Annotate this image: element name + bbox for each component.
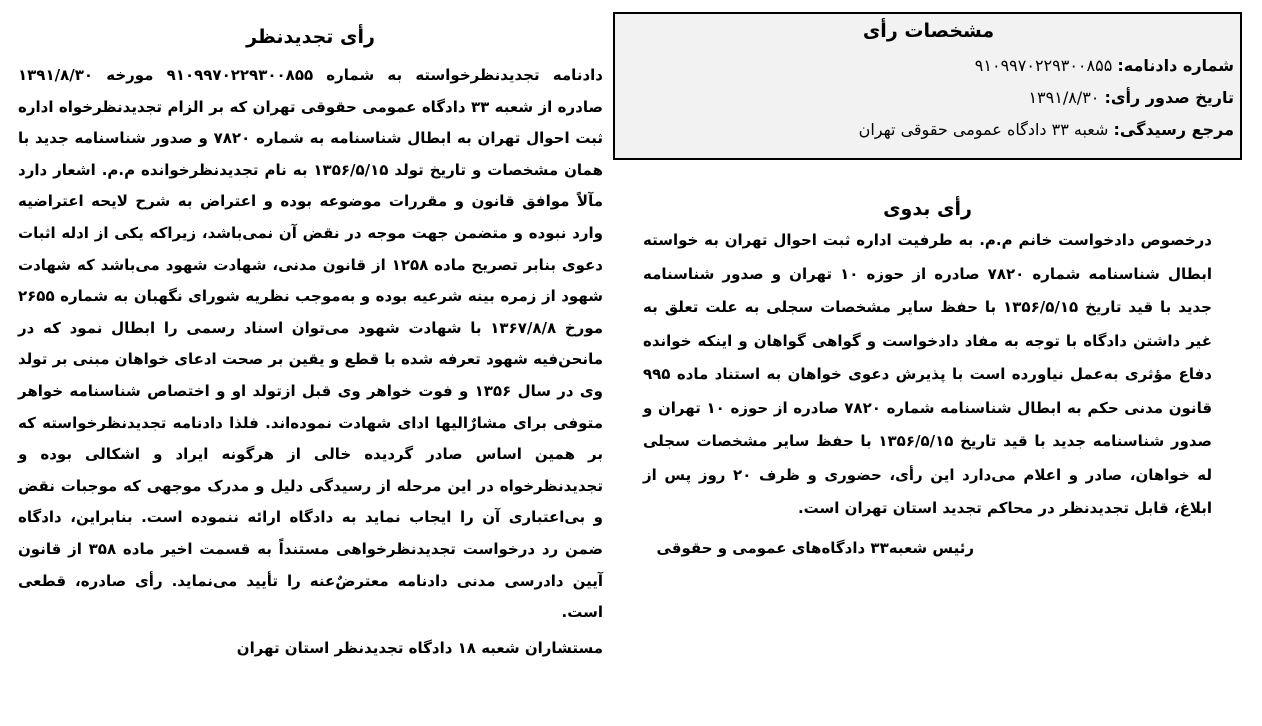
appeal-ruling-section: [18, 26, 603, 663]
authority-value: شعبه ۳۳ دادگاه عمومی حقوقی تهران: [858, 120, 1109, 139]
case-number-value: ۹۱۰۹۹۷۰۲۲۹۳۰۰۸۵۵: [974, 56, 1113, 75]
case-number-label: شماره دادنامه:: [1117, 56, 1234, 75]
appeal-ruling-title: رأی تجدیدنظر: [246, 26, 375, 48]
issue-date-value: ۱۳۹۱/۸/۳۰: [1028, 88, 1100, 107]
primary-ruling-body: درخصوص دادخواست خانم م.م. به طرفیت اداره ثبت احوال تهران به خواسته ابطال شناسنامه شماره ۷۸۲۰ صادره از حوزه ۱۰ تهران و صدور شناسنامه جدید با قید تاریخ ۱۳۵۶/۵/۱۵ با حفظ سایر مشخصات سجلی به علت تعلق به غیر داشتن دادگاه با توجه به مفاد دادخواست و گواهی گواهان و اینکه خوانده دفاع مؤثری به‌عمل نیاورده است با پذیرش دعوی خواهان به استناد ماده ۹۹۵ قانون مدنی حکم به ابطال شناسنامه شماره ۷۸۲۰ صادره از حوزه ۱۰ تهران و صدور شناسنامه جدید با قید تاریخ ۱۳۵۶/۵/۱۵ با حفظ سایر مشخصات سجلی له خواهان، صادر و اعلام می‌دارد این رأی، حضوری و ظرف ۲۰ روز پس از ابلاغ، قابل تجدیدنظر در محاکم تجدید استان تهران است.: [643, 231, 1213, 517]
authority-row: [623, 114, 1234, 146]
appeal-ruling-body: دادنامه تجدیدنظرخواسته به شماره ۹۱۰۹۹۷۰۲۲۹۳۰۰۸۵۵ مورخه ۱۳۹۱/۸/۳۰ صادره از شعبه ۳۳ دادگاه عمومی حقوقی تهران که بر الزام تجدیدنظرخواه اداره ثبت احوال تهران به ابطال شناسنامه به شماره ۷۸۲۰ و صدور شناسنامه جدید با همان مشخصات و تاریخ تولد ۱۳۵۶/۵/۱۵ به نام تجدیدنظرخوانده م.م. اشعار دارد مآلاً موافق قانون و مقررات موضوعه بوده و اعتراض به شرح لایحه اعتراضیه وارد نبوده و متضمن جهت موجه در نقض آن نمی‌باشد، زیراکه یکی از ادله اثبات دعوی بنابر تصریح ماده ۱۲۵۸ از قانون مدنی، شهادت شهود می‌باشد که شهادت شهود از زمره بینه شرعیه بوده و به‌موجب نظریه شورای نگهبان به شماره ۲۶۵۵ مورخ ۱۳۶۷/۸/۸ با شهادت شهود می‌توان اسناد رسمی را ابطال نمود که در مانحن‌فیه شهود تعرفه شده با قطع و یقین بر صحت ادعای خواهان مبنی بر تولد وی در سال ۱۳۵۶ و فوت خواهر وی قبل ازتولد او و اختصاص شناسنامه خواهر متوفی برای مشارٌالیها ادای شهادت نموده‌اند. فلذا دادنامه تجدیدنظرخواسته که بر همین اساس صادر گردیده خالی از هرگونه ایراد و اشکالی بوده و تجدیدنظرخواه در این مرحله از رسیدگی دلیل و مدرک موجهی که موجبات نقض و بی‌اعتباری آن را ایجاب نماید به دادگاه ارائه ننموده است. بنابراین، دادگاه ضمن رد درخواست تجدیدنظرخواهی مستنداً به قسمت اخیر ماده ۳۵۸ از قانون آیین دادرسی مدنی دادنامه معترضٌ‌عنه را تأیید می‌نماید. رأی صادره، قطعی است.: [18, 66, 604, 622]
primary-ruling-signature: رئیس شعبه۳۳ دادگاه‌های عمومی و حقوقی: [656, 538, 974, 557]
authority-label: مرجع رسیدگی:: [1113, 120, 1234, 139]
issue-date-label: تاریخ صدور رأی:: [1104, 88, 1234, 107]
appeal-ruling-signature: مستشاران شعبه ۱۸ دادگاه تجدیدنظر استان تهران: [236, 638, 603, 657]
primary-ruling-section: [643, 198, 1212, 562]
ruling-details-box: [613, 12, 1242, 160]
issue-date-row: [623, 82, 1234, 114]
ruling-details-title: مشخصات رأی: [862, 20, 995, 42]
primary-ruling-title: رأی بدوی: [883, 198, 972, 220]
case-number-row: [623, 50, 1234, 82]
